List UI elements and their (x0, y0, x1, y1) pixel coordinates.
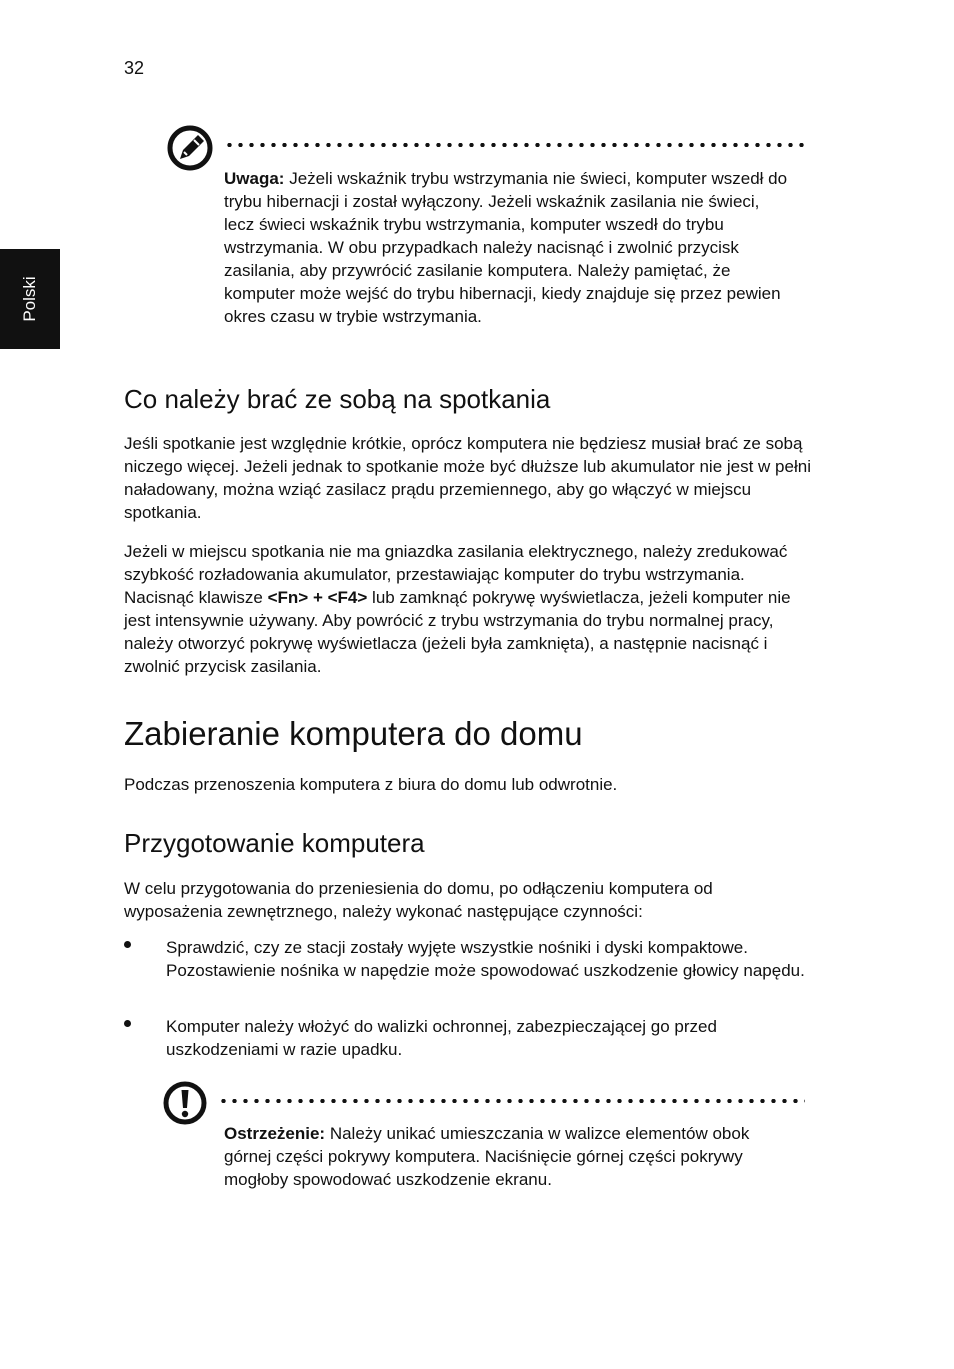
warning-body: Należy unikać umieszczania w walizce elementów obok górnej części pokrywy komputera. Naciśnięcie górnej części pokrywy mogłoby spowodować uszkodzenie ekranu. (224, 1124, 750, 1189)
meetings-heading: Co należy brać ze sobą na spotkania (124, 384, 551, 414)
language-tab-label: Polski (20, 276, 39, 322)
meetings-paragraph-2 (124, 540, 812, 678)
prepare-heading: Przygotowanie komputera (124, 828, 425, 858)
language-side-tab (0, 249, 60, 349)
meetings-paragraph-1: Jeśli spotkanie jest względnie krótkie, oprócz komputera nie będziesz musiał brać ze sobą niczego więcej. Jeżeli jednak to spotkanie może być dłuższe lub akumulator nie jest w pełni naładowany, można wziąć zasilacz prądu przemiennego, aby go włączyć w miejscu spotkania. (124, 434, 811, 522)
note-dotted-rule (224, 143, 810, 147)
meetings-paragraph-2-part1: Jeżeli w miejscu spotkania nie ma gniazdka zasilania elektrycznego, należy zredukować szybkość rozładowania akumulator, przestawiając komputer do trybu wstrzymania. Nacisnąć klawisze (124, 542, 788, 607)
list-item: Sprawdzić, czy ze stacji zostały wyjęte wszystkie nośniki i dyski kompaktowe. Pozostawienie nośnika w napędzie może spowodować uszkodzenie głowicy napędu. (166, 938, 805, 980)
prepare-intro: W celu przygotowania do przeniesienia do domu, po odłączeniu komputera od wyposażenia zewnętrznego, należy wykonać następujące czynności: (124, 879, 713, 921)
list-item: Komputer należy włożyć do walizki ochronnej, zabezpieczającej go przed uszkodzeniami w razie upadku. (166, 1017, 717, 1059)
warning-text (224, 1122, 794, 1191)
exclamation-warning-icon (162, 1080, 208, 1126)
warning-label: Ostrzeżenie: (224, 1124, 326, 1143)
home-section-intro: Podczas przenoszenia komputera z biura do domu lub odwrotnie. (124, 775, 618, 794)
keyboard-shortcut: <Fn> + <F4> (267, 588, 368, 607)
meetings-paragraph-2-part2: lub zamknąć pokrywę wyświetlacza, jeżeli komputer nie jest intensywnie używany. Aby powrócić z trybu wstrzymania do trybu normalnej pracy, należy otworzyć pokrywę wyświetlacza (jeżeli była zamknięta), a następnie nacisnąć i zwolnić przycisk zasilania. (124, 588, 791, 676)
warning-dotted-rule (218, 1099, 805, 1103)
bullet-dot (124, 941, 131, 948)
note-body: Jeżeli wskaźnik trybu wstrzymania nie świeci, komputer wszedł do trybu hibernacji i został wyłączony. Jeżeli wskaźnik zasilania nie świeci, lecz świeci wskaźnik trybu wstrzymania, komputer wszedł do trybu wstrzymania. W obu przypadkach należy nacisnąć i zwolnić przycisk zasilania, aby przywrócić zasilanie komputera. Należy pamiętać, że komputer może wejść do trybu hibernacji, kiedy znajduje się przez pewien okres czasu w trybie wstrzymania. (224, 169, 788, 326)
note-pencil-icon (166, 124, 214, 172)
home-section-title: Zabieranie komputera do domu (124, 715, 583, 752)
note-label: Uwaga: (224, 169, 285, 188)
note-text (224, 167, 794, 328)
page-number: 32 (124, 58, 145, 78)
bullet-dot (124, 1020, 131, 1027)
